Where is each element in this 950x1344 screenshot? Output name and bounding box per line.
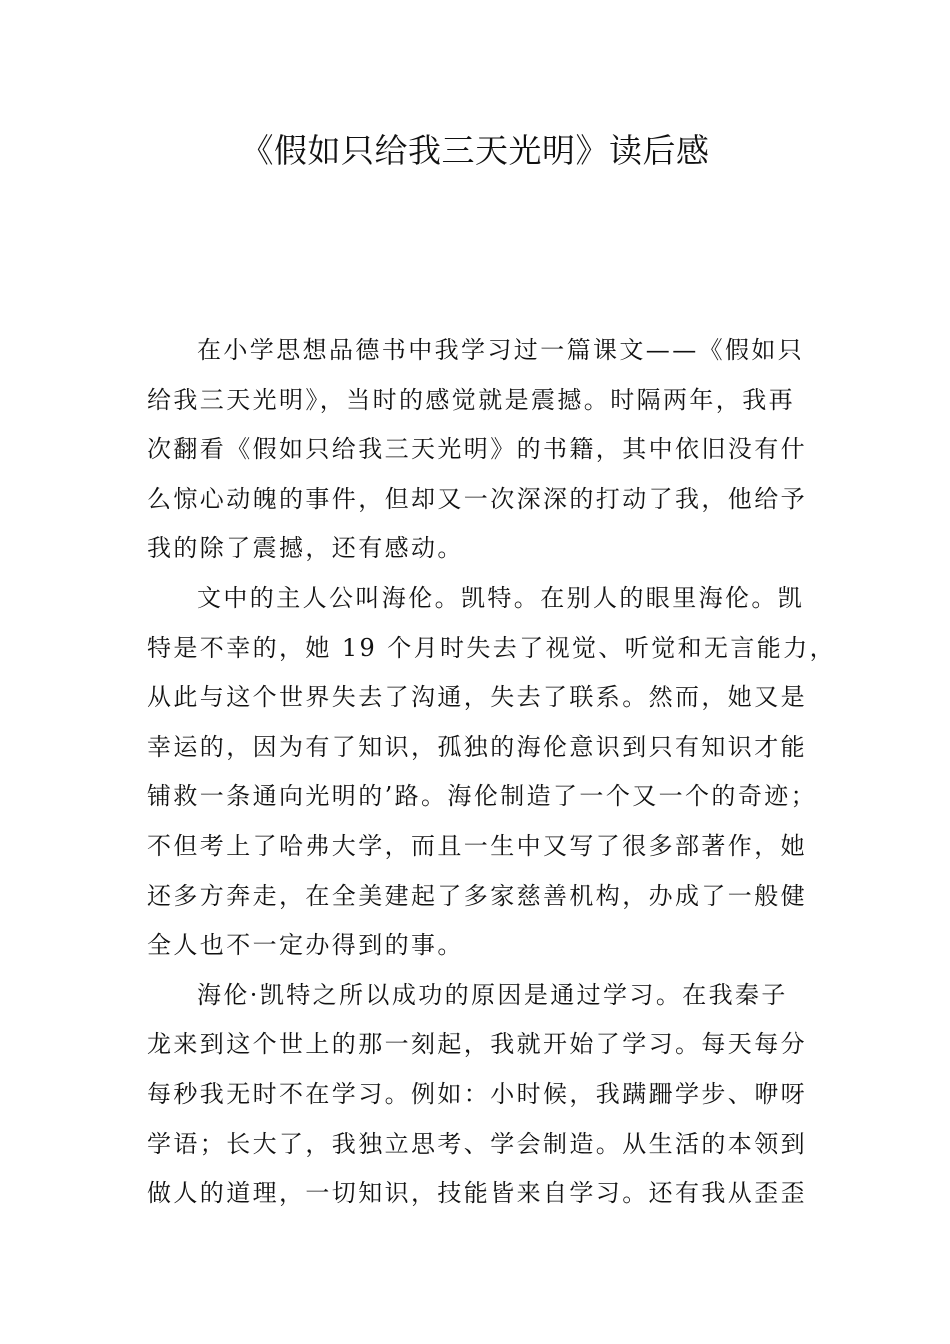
text-line: 么惊心动魄的事件，但却又一次深深的打动了我，他给予: [147, 484, 807, 513]
text-line: 给我三天光明》，当时的感觉就是震撼。时隔两年，我再: [147, 385, 795, 414]
text-line: 我的除了震撼，还有感动。: [147, 534, 464, 563]
text-line: 次翻看《假如只给我三天光明》的书籍，其中依旧没有什: [147, 435, 807, 464]
paragraph-2: [147, 574, 836, 971]
paragraph-1: [147, 326, 807, 574]
paragraph-3: [147, 971, 807, 1219]
text-line: 龙来到这个世上的那一刻起，我就开始了学习。每天每分: [147, 1030, 807, 1059]
text-line: 从此与这个世界失去了沟通，失去了联系。然而，她又是: [147, 683, 807, 712]
text-line: 还多方奔走，在全美建起了多家慈善机构，办成了一般健: [147, 881, 807, 910]
text-line: 全人也不一定办得到的事。: [147, 931, 464, 960]
text-line: 不但考上了哈弗大学，而且一生中又写了很多部著作，她: [147, 831, 807, 860]
text-line: 铺救一条通向光明的’路。海伦制造了一个又一个的奇迹；: [147, 782, 818, 811]
text-line: 做人的道理，一切知识，技能皆来自学习。还有我从歪歪: [147, 1179, 807, 1208]
text-line: 在小学思想品德书中我学习过一篇课文——《假如只: [197, 336, 805, 364]
text-line: 特是不幸的，她 19 个月时失去了视觉、听觉和无言能力，: [147, 633, 836, 662]
document-body: [147, 326, 836, 1219]
text-line: 海伦·凯特之所以成功的原因是通过学习。在我秦子: [197, 980, 788, 1009]
text-line: 幸运的，因为有了知识，孤独的海伦意识到只有知识才能: [147, 732, 807, 761]
document-title: 《假如只给我三天光明》读后感: [240, 131, 710, 170]
text-line: 每秒我无时不在学习。例如：小时候，我蹒跚学步、咿呀: [147, 1079, 807, 1108]
text-line: 学语；长大了，我独立思考、学会制造。从生活的本领到: [147, 1129, 807, 1158]
text-line: 文中的主人公叫海伦。凯特。在别人的眼里海伦。凯: [197, 583, 805, 612]
